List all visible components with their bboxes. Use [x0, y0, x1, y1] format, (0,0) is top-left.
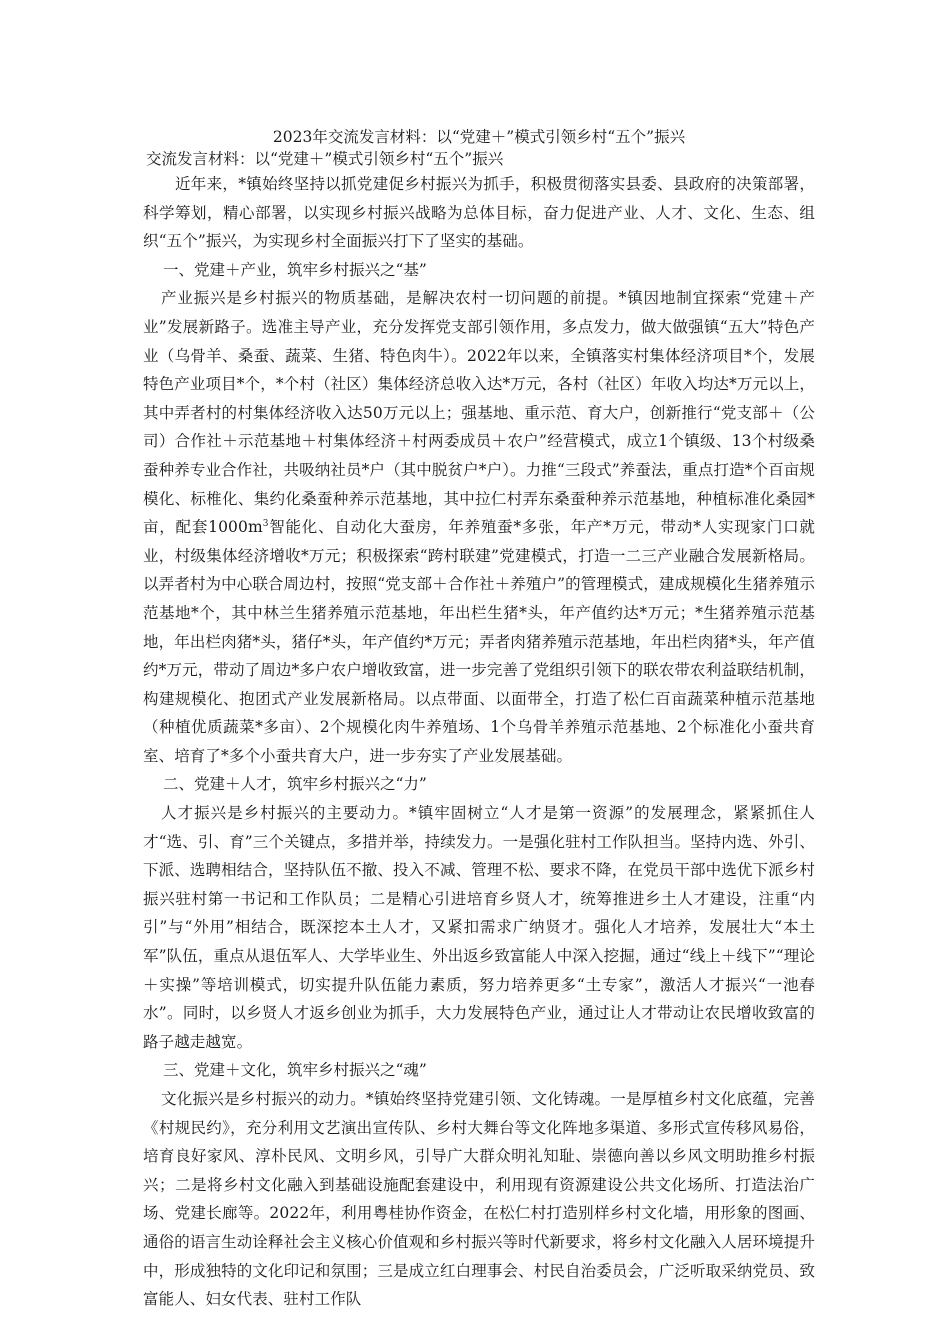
document-page — [143, 126, 815, 1314]
section-body-culture: 文化振兴是乡村振兴的动力。*镇始终坚持党建引领、文化铸魂。一是厚植乡村文化底蕴，完善《村规民约》，充分利用文艺演出宣传队、乡村大舞台等文化阵地多渠道、多形式宣传移风易俗，培育良好家风、淳朴民风、文明乡风，引导广大群众明礼知耻、崇德向善以乡风文明助推乡村振兴；二是将乡村文化融入到基础设施配套建设中，利用现有资源建设公共文化场所、打造法治广场、党建长廊等。2022年，利用粤桂协作资金，在松仁村打造别样乡村文化墙，用形象的图画、通俗的语言生动诠释社会主义核心价值观和乡村振兴等时代新要求，将乡村文化融入人居环境提升中，形成独特的文化印记和氛围；三是成立红白理事会、村民自治委员会，广泛听取采纳党员、致富能人、妇女代表、驻村工作队 — [143, 1090, 815, 1309]
section-body-talent: 人才振兴是乡村振兴的主要动力。*镇牢固树立“人才是第一资源”的发展理念，紧紧抓住人才“选、引、育”三个关键点，多措并举，持续发力。一是强化驻村工作队担当。坚持内选、外引、下派、选聘相结合，坚持队伍不撤、投入不减、管理不松、要求不降，在党员干部中选优下派乡村振兴驻村第一书记和工作队员；二是精心引进培育乡贤人才，统筹推进乡土人才建设，注重“内引”与“外用”相结合，既深挖本土人才，又紧扣需求广纳贤才。强化人才培养，发展壮大“本土军”队伍，重点从退伍军人、大学毕业生、外出返乡致富能人中深入挖掘，通过“线上＋线下”“理论＋实操”等培训模式，切实提升队伍能力素质，努力培养更多“土专家”，激活人才振兴“一池春水”。同时，以乡贤人才返乡创业为抓手，大力发展特色产业，通过让人才带动让农民增收致富的路子越走越宽。 — [143, 804, 815, 1051]
intro-paragraph: 近年来，*镇始终坚持以抓党建促乡村振兴为抓手，积极贯彻落实县委、县政府的决策部署，科学筹划，精心部署，以实现乡村振兴战略为总体目标，奋力促进产业、人才、文化、生态、组织“五个”振兴，为实现乡村全面振兴打下了坚实的基础。 — [143, 175, 815, 251]
cubic-superscript: 3 — [262, 518, 269, 529]
section-heading-talent: 二、党建＋人才，筑牢乡村振兴之“力” — [163, 775, 427, 794]
document-title: 2023年交流发言材料：以“党建＋”模式引领乡村“五个”振兴 — [272, 128, 686, 146]
section-body-industry — [143, 284, 815, 770]
section-body-industry-part1: 产业振兴是乡村振兴的物质基础，是解决农村一切问题的前提。*镇因地制宜探索“党建＋产业”发展新路子。选准主导产业，充分发挥党支部引领作用，多点发力，做大做强镇“五大”特色产业（乌骨羊、桑蚕、蔬菜、生猪、特色肉牛）。2022年以来，全镇落实村集体经济项目*个，发展特色产业项目*个，*个村（社区）集体经济总收入达*万元，各村（社区）年收入均达*万元以上，其中弄者村的村集体经济收入达50万元以上；强基地、重示范、育大户，创新推行“党支部＋（公司）合作社＋示范基地＋村集体经济＋村两委成员＋农户”经营模式，成立1个镇级、13个村级桑蚕种养专业合作社，共吸纳社员*户（其中脱贫户*户）。力推“三段式”养蚕法，重点打造*个百亩规模化、标椎化、集约化桑蚕种养示范基地，其中拉仁村弄东桑蚕种养示范基地，种植标准化桑园*亩，配套1000m — [143, 289, 815, 537]
section-heading-industry: 一、党建＋产业，筑牢乡村振兴之“基” — [163, 260, 427, 279]
section-body-industry-part2: 智能化、自动化大蚕房，年养殖蚕*多张，年产*万元，带动*人实现家门口就业，村级集体经济增收*万元；积极探索“跨村联建”党建模式，打造一二三产业融合发展新格局。以弄者村为中心联合周边村，按照“党支部＋合作社＋养殖户”的管理模式，建成规模化生猪养殖示范基地*个，其中林兰生猪养殖示范基地，年出栏生猪*头，年产值约达*万元；*生猪养殖示范基地，年出栏肉猪*头，猪仔*头，年产值约*万元；弄者肉猪养殖示范基地，年出栏肉猪*头，年产值约*万元，带动了周边*多户农户增收致富，进一步完善了党组织引领下的联农带农利益联结机制，构建规模化、抱团式产业发展新格局。以点带面、以面带全，打造了松仁百亩蔬菜种植示范基地（种植优质蔬菜*多亩）、2个规模化肉牛养殖场、1个乌骨羊养殖示范基地、2个标准化小蚕共育室、培育了*多个小蚕共育大户，进一步夯实了产业发展基础。 — [143, 518, 815, 765]
section-heading-culture: 三、党建＋文化，筑牢乡村振兴之“魂” — [163, 1061, 427, 1080]
document-subtitle: 交流发言材料：以“党建＋”模式引领乡村“五个”振兴 — [146, 150, 504, 168]
